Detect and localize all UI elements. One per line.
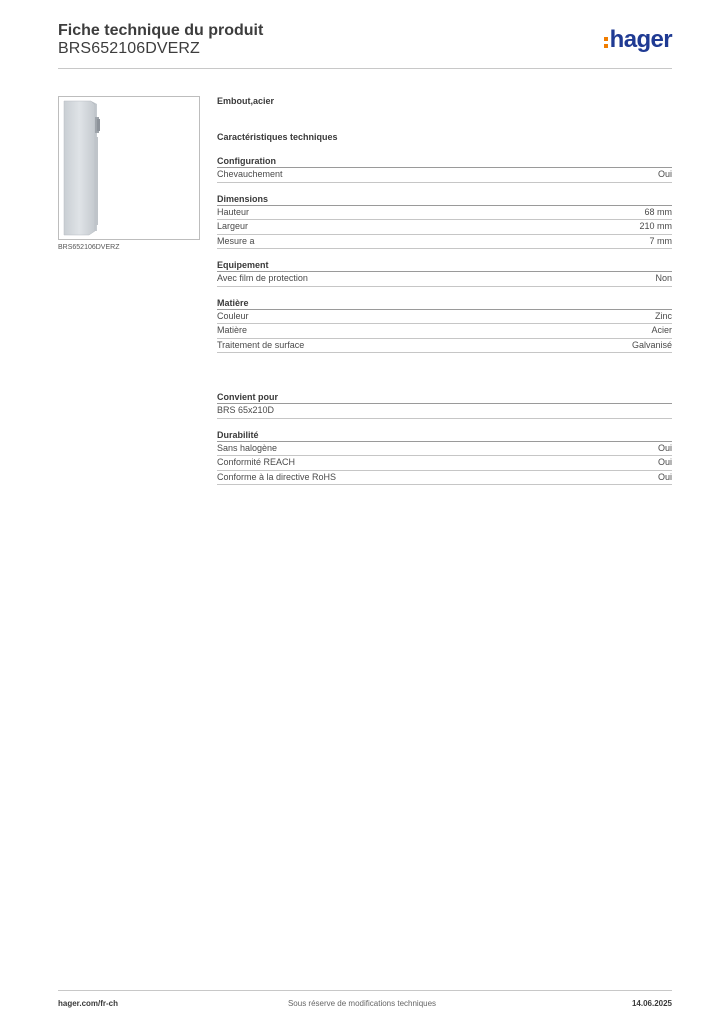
spec-value: Zinc: [654, 310, 672, 321]
spec-label: Avec film de protection: [217, 273, 308, 283]
product-name: Embout,acier: [217, 96, 275, 106]
spec-row: [217, 442, 672, 457]
hager-logo: [604, 26, 672, 54]
spec-label: Largeur: [217, 221, 249, 231]
spec-value: 210 mm: [639, 221, 672, 231]
spec-row: [217, 310, 672, 325]
end-cap-product-illustration: [59, 97, 199, 239]
group-title: Matière: [217, 297, 672, 310]
footer-divider: [58, 990, 672, 991]
spec-value: Galvanisé: [631, 339, 672, 350]
product-image: [58, 96, 200, 240]
spec-value: 7 mm: [649, 235, 672, 246]
spec-value: Acier: [651, 325, 672, 335]
spec-row: [217, 220, 672, 235]
spec-heading: Caractéristiques techniques: [217, 132, 338, 142]
footer-date: 14.06.2025: [631, 999, 672, 1008]
spec-group-matiere: [217, 297, 672, 354]
spec-label: Mesure a: [217, 235, 255, 246]
spec-value: Oui: [657, 457, 672, 467]
spec-row: [217, 456, 672, 471]
group-title: Dimensions: [217, 193, 672, 206]
section-spacer: [217, 363, 672, 391]
page-header: [58, 20, 672, 68]
spec-row: [217, 471, 672, 486]
group-title: Durabilité: [217, 429, 672, 442]
group-title: Convient pour: [217, 391, 672, 404]
spec-value: 68 mm: [644, 206, 672, 217]
spec-row: [217, 404, 672, 419]
spec-row: [217, 272, 672, 287]
spec-row: [217, 235, 672, 250]
footer-website-link[interactable]: hager.com/fr-ch: [58, 999, 119, 1008]
spec-group-durabilite: [217, 429, 672, 486]
spec-group-configuration: [217, 155, 672, 183]
page-title: Fiche technique du produit: [58, 22, 264, 39]
group-title: Equipement: [217, 259, 672, 272]
spec-label: Conforme à la directive RoHS: [217, 471, 337, 482]
spec-group-equipement: [217, 259, 672, 287]
spec-value: Oui: [657, 471, 672, 482]
spec-label: Matière: [217, 325, 248, 335]
spec-group-dimensions: [217, 193, 672, 250]
spec-label: Couleur: [217, 310, 249, 321]
spec-content: [217, 96, 672, 495]
spec-row: [217, 339, 672, 354]
spec-label: Conformité REACH: [217, 457, 296, 467]
product-code: BRS652106DVERZ: [58, 40, 200, 57]
spec-value: Non: [655, 273, 672, 283]
spec-value: Oui: [657, 442, 672, 453]
group-title: Configuration: [217, 155, 672, 168]
spec-label: Traitement de surface: [217, 339, 305, 350]
spec-row: [217, 324, 672, 339]
spec-row: [217, 206, 672, 221]
logo-text: hager: [609, 26, 672, 53]
image-caption: BRS652106DVERZ: [58, 244, 120, 251]
logo-dots-icon: [604, 37, 608, 48]
spec-label: Sans halogène: [217, 442, 278, 453]
spec-row: [217, 168, 672, 183]
spec-value: Oui: [657, 169, 672, 179]
spec-label: Chevauchement: [217, 169, 283, 179]
spec-label: BRS 65x210D: [217, 405, 275, 415]
spec-label: Hauteur: [217, 206, 250, 217]
spec-group-convient-pour: [217, 391, 672, 419]
footer-disclaimer: Sous réserve de modifications techniques: [287, 999, 437, 1008]
header-divider: [58, 68, 672, 69]
